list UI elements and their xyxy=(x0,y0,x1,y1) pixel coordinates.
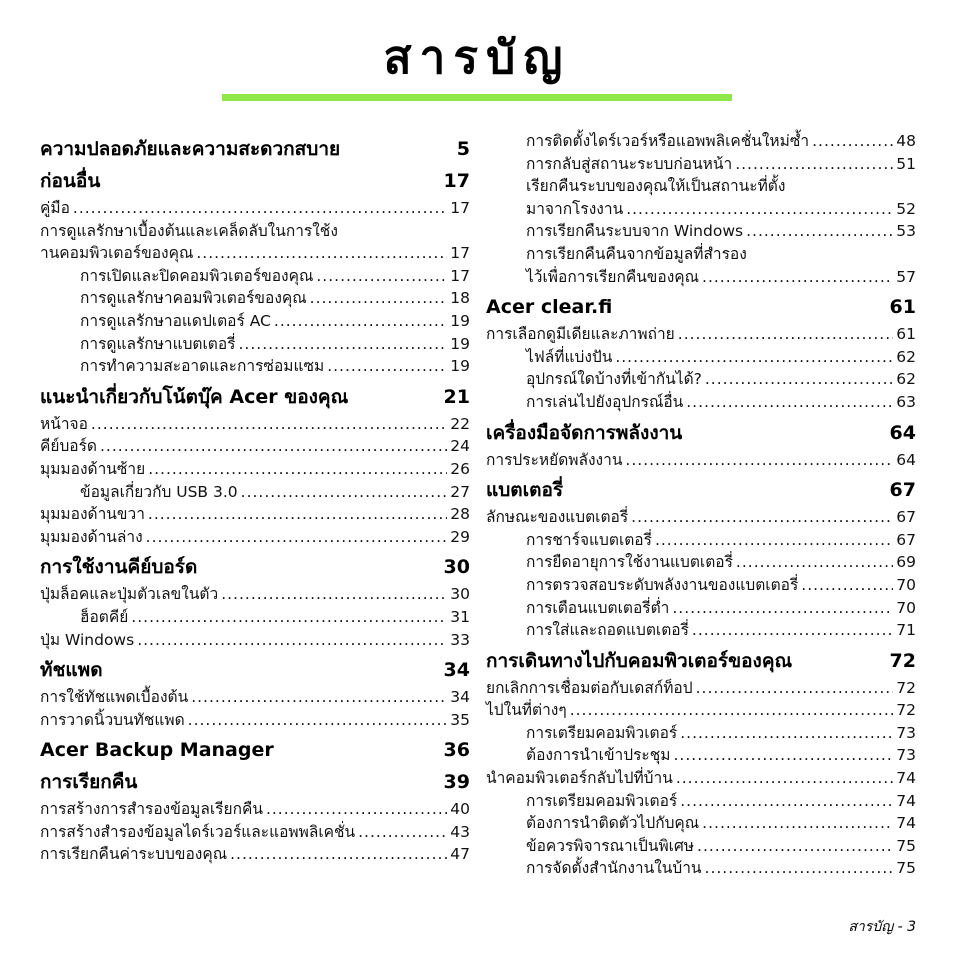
toc-entry-page: 74 xyxy=(896,814,916,833)
toc-entry-title: ไฟล์ที่แบ่งปัน xyxy=(526,347,613,366)
toc-entry-page: 31 xyxy=(450,607,470,626)
toc-entry[interactable] xyxy=(40,435,470,458)
toc-entry-title: หน้าจอ xyxy=(40,414,88,433)
toc-entry-page: 19 xyxy=(450,334,470,353)
toc-entry-title: การกลับสู่สถานะระบบก่อนหน้า xyxy=(526,154,733,173)
toc-entry-title: การดูแลรักษาอแดปเตอร์ AC xyxy=(80,311,271,330)
toc-section-title: Acer Backup Manager xyxy=(40,739,274,762)
toc-entry[interactable] xyxy=(486,744,916,767)
dot-leader xyxy=(746,220,893,243)
toc-entry-page: 52 xyxy=(896,199,916,218)
toc-entry-title: การเรียกคืนระบบจาก Windows xyxy=(526,222,744,241)
dot-leader xyxy=(266,798,447,821)
toc-entry[interactable] xyxy=(40,686,470,709)
toc-entry-page: 53 xyxy=(896,222,916,241)
toc-entry-page: 70 xyxy=(896,598,916,617)
toc-section-page: 64 xyxy=(889,421,916,444)
toc-section-title: แบตเตอรี่ xyxy=(486,479,564,502)
dot-leader xyxy=(801,574,893,597)
dot-leader xyxy=(73,197,447,220)
toc-entry-page: 64 xyxy=(896,450,916,469)
toc-entry-title: การใส่และถอดแบตเตอรี่ xyxy=(526,621,689,640)
dot-leader xyxy=(680,790,893,813)
toc-entry[interactable] xyxy=(486,767,916,790)
dot-leader xyxy=(148,503,447,526)
toc-entry-title: การสร้างการสำรองข้อมูลเรียกคืน xyxy=(40,800,263,819)
toc-entry-title: ปุ่ม Windows xyxy=(40,630,135,649)
dot-leader xyxy=(705,368,893,391)
dot-leader xyxy=(327,355,447,378)
toc-entry-page: 33 xyxy=(450,630,470,649)
toc-section-heading[interactable] xyxy=(486,294,916,320)
dot-leader xyxy=(100,435,447,458)
toc-entry[interactable] xyxy=(40,526,470,549)
toc-entry[interactable] xyxy=(40,242,470,265)
toc-entry-title: การประหยัดพลังงาน xyxy=(486,450,623,469)
toc-entry-title: การวาดนิ้วบนทัชแพด xyxy=(40,710,185,729)
toc-entry-page: 47 xyxy=(450,845,470,864)
dot-leader xyxy=(673,744,893,767)
toc-entry-page: 28 xyxy=(450,505,470,524)
toc-entry-page: 22 xyxy=(450,414,470,433)
toc-entry[interactable] xyxy=(486,722,916,745)
toc-section-page: 39 xyxy=(443,771,470,794)
toc-entry[interactable] xyxy=(486,529,916,552)
toc-section-heading[interactable] xyxy=(40,737,470,763)
toc-entry-title: ไปในที่ต่างๆ xyxy=(486,701,567,720)
dot-leader xyxy=(697,835,893,858)
toc-entry-page: 72 xyxy=(896,701,916,720)
toc-section-heading[interactable] xyxy=(40,384,470,410)
toc-entry-page: 62 xyxy=(896,347,916,366)
dot-leader xyxy=(672,597,893,620)
toc-entry-title: การจัดตั้งสำนักงานในบ้าน xyxy=(526,859,702,878)
toc-section-page: 67 xyxy=(889,479,916,502)
toc-entry-line: เรียกคืนระบบของคุณให้เป็นสถานะที่ตั้ง xyxy=(526,177,786,196)
toc-entry[interactable] xyxy=(40,310,470,333)
dot-leader xyxy=(241,481,448,504)
toc-entry-title: การเตือนแบตเตอรี่ต่ำ xyxy=(526,598,670,617)
dot-leader xyxy=(188,709,448,732)
toc-section-title: แนะนำเกี่ยวกับโน้ตบุ๊ค Acer ของคุณ xyxy=(40,385,349,408)
toc-left-column xyxy=(40,130,470,866)
toc-entry-page: 17 xyxy=(450,244,470,263)
toc-entry-page: 57 xyxy=(896,267,916,286)
toc-entry-title: การเปิดและปิดคอมพิวเตอร์ของคุณ xyxy=(80,266,314,285)
toc-entry-title: การทำความสะอาดและการซ่อมแซม xyxy=(80,357,325,376)
toc-entry-title: นำคอมพิวเตอร์กลับไปที่บ้าน xyxy=(486,769,673,788)
dot-leader xyxy=(702,266,893,289)
toc-entry[interactable] xyxy=(486,130,916,153)
dot-leader xyxy=(316,265,447,288)
toc-section-title: การใช้งานคีย์บอร์ด xyxy=(40,556,198,579)
dot-leader xyxy=(686,391,893,414)
dot-leader xyxy=(191,686,447,709)
toc-entry-page: 73 xyxy=(896,746,916,765)
toc-section-heading[interactable] xyxy=(486,420,916,446)
toc-entry[interactable] xyxy=(486,346,916,369)
toc-section-page: 34 xyxy=(443,659,470,682)
toc-entry-title: การชาร์จแบตเตอรี่ xyxy=(526,530,652,549)
toc-section-page: 5 xyxy=(456,138,470,160)
dot-leader xyxy=(91,413,447,436)
dot-leader xyxy=(274,310,447,333)
toc-entry-page: 74 xyxy=(896,769,916,788)
dot-leader xyxy=(137,629,447,652)
toc-entry[interactable] xyxy=(40,606,470,629)
toc-entry[interactable] xyxy=(486,266,916,289)
dot-leader xyxy=(221,583,447,606)
toc-entry-title: การเรียกคืนค่าระบบของคุณ xyxy=(40,845,228,864)
toc-entry-page: 26 xyxy=(450,459,470,478)
toc-entry-title: การเลือกดูมีเดียและภาพถ่าย xyxy=(486,325,675,344)
toc-entry-page: 29 xyxy=(450,527,470,546)
toc-entry-page: 34 xyxy=(450,688,470,707)
toc-entry[interactable] xyxy=(40,287,470,310)
page-title: สารบัญ xyxy=(383,30,571,84)
toc-entry-title: การเตรียมคอมพิวเตอร์ xyxy=(526,723,678,742)
toc-entry[interactable] xyxy=(40,821,470,844)
toc-entry-page: 19 xyxy=(450,311,470,330)
toc-entry-page: 18 xyxy=(450,289,470,308)
toc-entry-line: การดูแลรักษาเบื้องต้นและเคล็ดลับในการใช้ง xyxy=(40,221,338,240)
toc-section-page: 21 xyxy=(443,385,470,408)
toc-entry-page: 61 xyxy=(896,325,916,344)
toc-entry-page: 71 xyxy=(896,621,916,640)
dot-leader xyxy=(146,526,448,549)
toc-entry[interactable] xyxy=(486,220,916,243)
toc-entry-page: 24 xyxy=(450,437,470,456)
toc-entry-title: การเตรียมคอมพิวเตอร์ xyxy=(526,791,678,810)
toc-section-heading[interactable] xyxy=(40,554,470,580)
toc-entry-title: มุมมองด้านล่าง xyxy=(40,527,143,546)
toc-section-title: เครื่องมือจัดการพลังงาน xyxy=(486,421,683,444)
toc-entry-title: การสร้างสำรองข้อมูลไดร์เวอร์และแอพพลิเคชั่น xyxy=(40,822,356,841)
toc-entry-title: มุมมองด้านซ้าย xyxy=(40,459,146,478)
toc-entry[interactable] xyxy=(40,843,470,866)
toc-entry[interactable] xyxy=(40,265,470,288)
toc-entry[interactable] xyxy=(486,857,916,880)
toc-entry-title: ปุ่มล็อคและปุ่มตัวเลขในตัว xyxy=(40,585,219,604)
toc-entry[interactable] xyxy=(486,677,916,700)
toc-entry-page: 67 xyxy=(896,530,916,549)
toc-section-title: ทัชแพด xyxy=(40,659,103,682)
dot-leader xyxy=(736,551,893,574)
dot-leader xyxy=(239,333,448,356)
toc-section-title: ก่อนอื่น xyxy=(40,170,101,192)
dot-leader xyxy=(230,843,447,866)
toc-entry[interactable] xyxy=(40,709,470,732)
toc-entry-title: มาจากโรงงาน xyxy=(526,199,624,218)
title-underline xyxy=(222,94,732,101)
toc-entry-page: 17 xyxy=(450,199,470,217)
toc-section-heading[interactable] xyxy=(40,168,470,194)
toc-section-heading[interactable] xyxy=(486,648,916,674)
dot-leader xyxy=(696,677,894,700)
toc-entry-title: การเล่นไปยังอุปกรณ์อื่น xyxy=(526,392,684,411)
toc-section-page: 17 xyxy=(443,170,470,192)
toc-entry[interactable] xyxy=(40,197,470,220)
toc-entry[interactable] xyxy=(40,629,470,652)
toc-entry[interactable] xyxy=(486,551,916,574)
toc-entry[interactable] xyxy=(486,198,916,221)
toc-entry-page: 75 xyxy=(896,859,916,878)
toc-entry[interactable] xyxy=(40,503,470,526)
toc-section-heading[interactable] xyxy=(40,769,470,795)
dot-leader xyxy=(148,458,447,481)
toc-entry-page: 51 xyxy=(896,154,916,173)
toc-entry-title: การตรวจสอบระดับพลังงานของแบตเตอรี่ xyxy=(526,575,799,594)
toc-entry-page: 74 xyxy=(896,791,916,810)
toc-entry-page: 48 xyxy=(896,132,916,150)
toc-section-page: 72 xyxy=(889,649,916,672)
dot-leader xyxy=(702,812,893,835)
toc-entry[interactable] xyxy=(486,391,916,414)
toc-entry-page: 73 xyxy=(896,723,916,742)
toc-entry-page: 43 xyxy=(450,822,470,841)
toc-entry[interactable] xyxy=(40,413,470,436)
toc-section-title: ความปลอดภัยและความสะดวกสบาย xyxy=(40,138,341,160)
toc-section-heading[interactable] xyxy=(40,136,470,162)
dot-leader xyxy=(735,153,893,176)
page-footer: สารบัญ - 3 xyxy=(848,919,916,935)
toc-entry-title: การใช้ทัชแพดเบื้องต้น xyxy=(40,688,189,707)
toc-entry[interactable] xyxy=(40,355,470,378)
dot-leader xyxy=(625,449,893,472)
toc-entry[interactable] xyxy=(40,481,470,504)
dot-leader xyxy=(631,506,893,529)
toc-entry[interactable] xyxy=(486,812,916,835)
toc-entry-title: ลักษณะของแบตเตอรี่ xyxy=(486,508,629,527)
dot-leader xyxy=(570,699,894,722)
toc-section-title: การเรียกคืน xyxy=(40,771,138,794)
toc-entry-page: 67 xyxy=(896,508,916,527)
toc-section-title: Acer clear.fi xyxy=(486,296,613,319)
toc-entry[interactable] xyxy=(486,574,916,597)
dot-leader xyxy=(196,242,447,265)
toc-section-title: การเดินทางไปกับคอมพิวเตอร์ของคุณ xyxy=(486,649,793,672)
toc-entry-page: 62 xyxy=(896,370,916,389)
dot-leader xyxy=(615,346,893,369)
toc-entry-title: านคอมพิวเตอร์ของคุณ xyxy=(40,244,194,263)
toc-right-column xyxy=(486,130,916,880)
toc-entry[interactable] xyxy=(486,835,916,858)
toc-entry-title: อุปกรณ์ใดบ้างที่เข้ากันได้? xyxy=(526,370,702,389)
toc-entry-page: 40 xyxy=(450,800,470,819)
toc-entry[interactable] xyxy=(486,790,916,813)
toc-entry-title: ยกเลิกการเชื่อมต่อกับเดสก์ท็อป xyxy=(486,678,693,697)
toc-entry[interactable] xyxy=(486,449,916,472)
toc-entry-title: มุมมองด้านขวา xyxy=(40,505,145,524)
dot-leader xyxy=(626,198,893,221)
toc-entry[interactable] xyxy=(486,597,916,620)
dot-leader xyxy=(678,323,894,346)
dot-leader xyxy=(676,767,893,790)
dot-leader xyxy=(358,821,447,844)
toc-entry[interactable] xyxy=(40,458,470,481)
toc-entry-page: 35 xyxy=(450,710,470,729)
toc-entry[interactable] xyxy=(486,153,916,176)
toc-entry[interactable] xyxy=(486,506,916,529)
dot-leader xyxy=(812,130,893,153)
dot-leader xyxy=(310,287,448,310)
toc-entry[interactable] xyxy=(486,368,916,391)
dot-leader xyxy=(680,722,893,745)
toc-entry[interactable] xyxy=(486,323,916,346)
toc-section-page: 30 xyxy=(443,556,470,579)
toc-entry-title: คู่มือ xyxy=(40,199,70,217)
toc-entry-title: การดูแลรักษาแบตเตอรี่ xyxy=(80,334,236,353)
toc-entry[interactable] xyxy=(40,333,470,356)
dot-leader xyxy=(655,529,893,552)
toc-entry-title: ต้องการนำติดตัวไปกับคุณ xyxy=(526,814,700,833)
toc-entry-title: ต้องการนำเข้าประชุม xyxy=(526,746,671,765)
toc-entry-page: 75 xyxy=(896,836,916,855)
toc-section-heading[interactable] xyxy=(486,477,916,503)
toc-entry-page: 17 xyxy=(450,266,470,285)
toc-entry-title: ข้อมูลเกี่ยวกับ USB 3.0 xyxy=(80,482,238,501)
toc-entry-page: 27 xyxy=(450,482,470,501)
toc-entry-page: 72 xyxy=(896,678,916,697)
toc-entry-page: 19 xyxy=(450,357,470,376)
toc-entry-title: การยืดอายุการใช้งานแบตเตอรี่ xyxy=(526,553,733,572)
toc-entry-title: การติดตั้งไดร์เวอร์หรือแอพพลิเคชั่นใหม่ซ้ำ xyxy=(526,132,810,150)
toc-entry-title: ไว้เพื่อการเรียกคืนของคุณ xyxy=(526,267,700,286)
toc-entry-title: คีย์บอร์ด xyxy=(40,437,97,456)
dot-leader xyxy=(131,606,447,629)
toc-entry-title: ข้อควรพิจารณาเป็นพิเศษ xyxy=(526,836,695,855)
toc-entry[interactable] xyxy=(40,798,470,821)
toc-entry-page: 30 xyxy=(450,585,470,604)
dot-leader xyxy=(692,619,893,642)
toc-entry[interactable] xyxy=(40,583,470,606)
toc-entry-title: ฮ็อตคีย์ xyxy=(80,607,129,626)
toc-section-heading[interactable] xyxy=(40,657,470,683)
toc-section-page: 36 xyxy=(443,739,470,762)
toc-entry-title: การดูแลรักษาคอมพิวเตอร์ของคุณ xyxy=(80,289,307,308)
toc-entry-page: 70 xyxy=(896,575,916,594)
toc-entry[interactable] xyxy=(486,619,916,642)
toc-entry-line: การเรียกคืนคืนจากข้อมูลที่สำรอง xyxy=(526,244,747,263)
toc-section-page: 61 xyxy=(889,296,916,319)
toc-entry-page: 63 xyxy=(896,392,916,411)
toc-entry-page: 69 xyxy=(896,553,916,572)
toc-entry[interactable] xyxy=(486,699,916,722)
dot-leader xyxy=(705,857,894,880)
